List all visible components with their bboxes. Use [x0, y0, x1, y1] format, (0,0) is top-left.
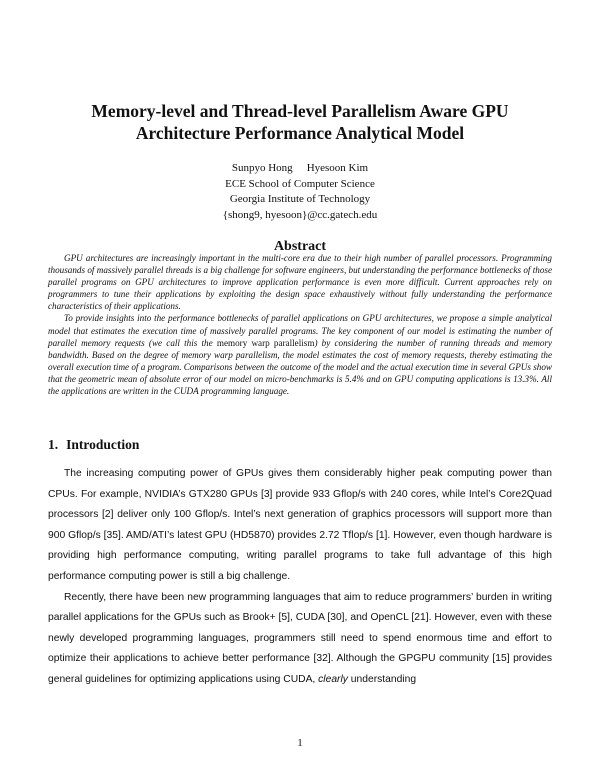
abstract-body [48, 252, 552, 397]
introduction-body [48, 464, 552, 691]
intro-emphasis: clearly [318, 673, 348, 685]
author-names [100, 161, 500, 177]
intro-text: understanding [347, 673, 417, 685]
abstract-text: ) by considering the number of running threads and memory bandwidth. Based on the degree of memory warp parallelism, the model estimates the cost of memory requests, thereby estimating the overall execution time of a program. Comparisons between the outcome of the model and the actual execution time in several GPUs show that the geometric mean of absolute error of our model on micro-benchmarks is 5.4% and on GPU computing applications is 13.3%. All the applications are written in the CUDA programming language. [48, 337, 552, 397]
section-title: Introduction [66, 437, 140, 452]
abstract-heading: Abstract [273, 239, 327, 254]
author-name: Sunpyo Hong [231, 162, 293, 174]
intro-text: Recently, there have been new programming languages that aim to reduce programmers’ burden in writing parallel applications for the GPUs such as Brook+ [5], CUDA [30], and OpenCL [21]. However, even with these newly developed programming languages, programmers still need to spend enormous time and effort to optimize their applications to achieve better performance [32]. Although the GPGPU community [15] provides general guidelines for optimizing applications using CUDA, [48, 591, 552, 685]
affiliation-line: Georgia Institute of Technology [229, 193, 371, 205]
intro-paragraph: The increasing computing power of GPUs gives them considerably higher peak computing power than CPUs. For example, NVIDIA’s GTX280 GPUs [3] provide 933 Gflop/s with 240 cores, while Intel’s Core2Quad processors [2] deliver only 100 Gflop/s. Intel’s next generation of graphics processors will support more than 900 Gflop/s [35]. AMD/ATI’s latest GPU (HD5870) provides 2.72 Tflop/s [1]. However, even though hardware is providing high performance computing, writing parallel programs to take full advantage of this high performance computing power is still a big challenge. [48, 468, 552, 582]
author-name: Hyesoon Kim [306, 162, 369, 174]
abstract-text: To provide insights into the performance bottlenecks of parallel applications on GPU architectures, we propose a simple analytical model that estimates the execution time of massively parallel programs. The key component of our model is estimating the number of parallel memory requests (we call this the [48, 313, 552, 348]
section-number: 1. [48, 437, 59, 452]
author-email: {shong9, hyesoon}@cc.gatech.edu [222, 208, 378, 221]
author-block [100, 161, 500, 223]
abstract-paragraph [48, 312, 552, 397]
intro-paragraph [48, 588, 552, 691]
paper-title: Memory-level and Thread-level Parallelism Aware GPU Architecture Performance Analytical Model [91, 101, 509, 143]
abstract-key-term: memory warp parallelism [216, 337, 315, 348]
section-heading [48, 436, 139, 454]
abstract-paragraph: GPU architectures are increasingly important in the multi-core era due to their high number of parallel processors. Programming thousands of massively parallel threads is a big challenge for software engineers, but understanding the performance bottlenecks of those parallel programs on GPU architectures to improve application performance is even more difficult. Current approaches rely on programmers to tune their applications by exploiting the design space exhaustively without fully understanding the performance characteristics of their applications. [48, 253, 552, 312]
affiliation-line: ECE School of Computer Science [225, 177, 375, 190]
page-number: 1 [297, 737, 303, 749]
